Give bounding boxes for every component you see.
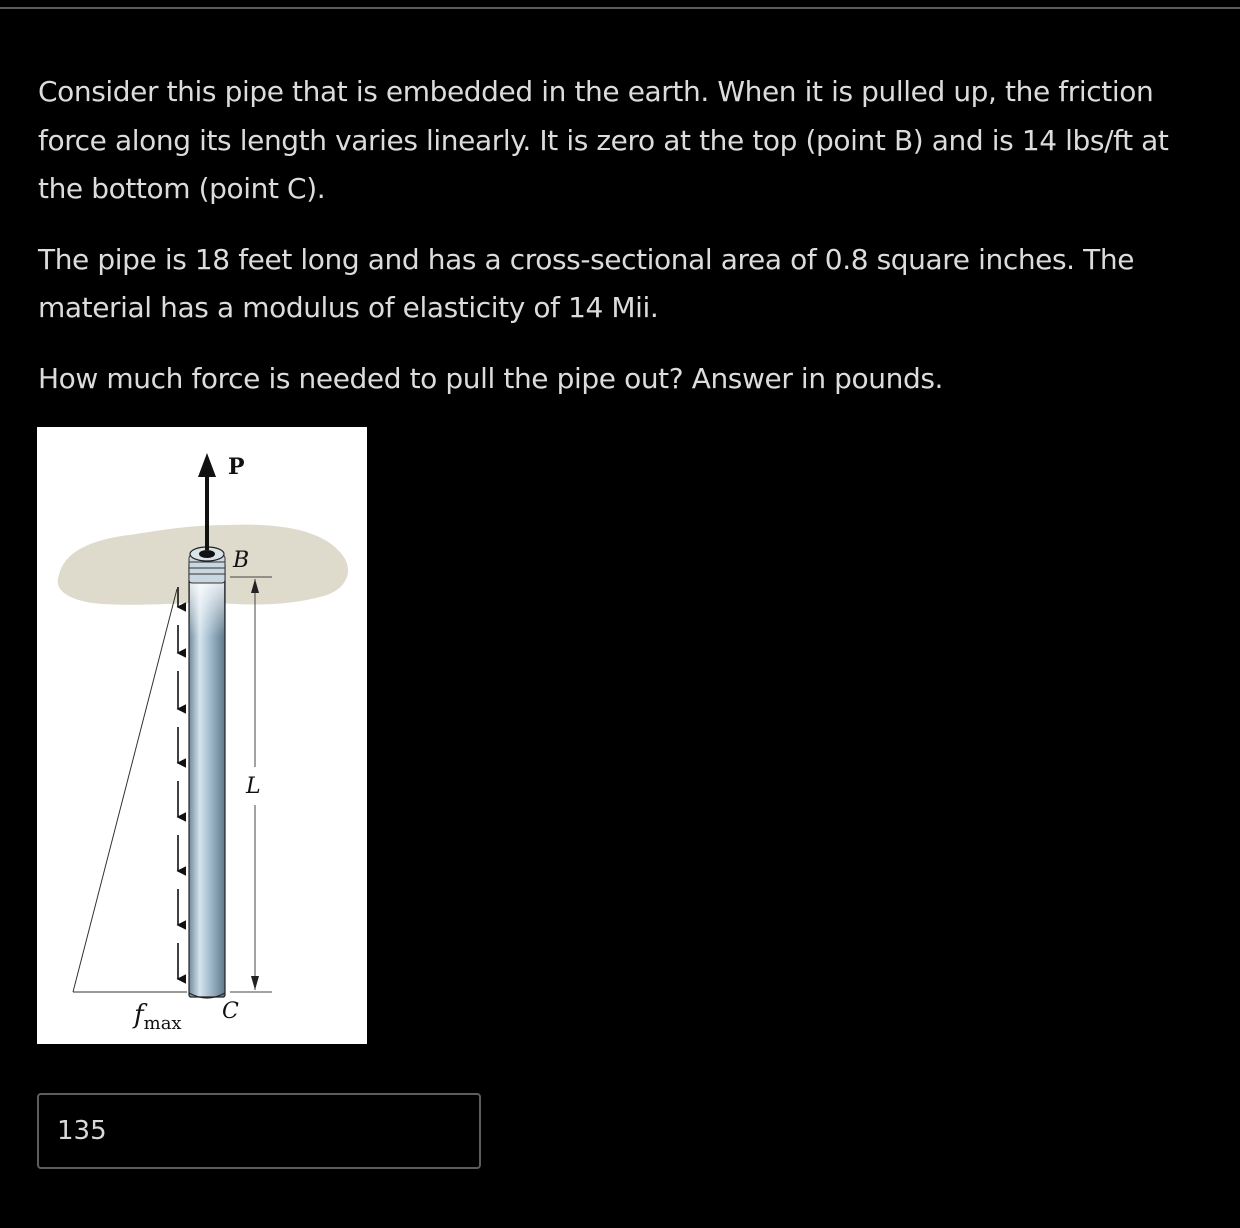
- question-paragraph-3: How much force is needed to pull the pipe out? Answer in pounds.: [38, 361, 944, 395]
- force-arrow-head: [198, 453, 216, 477]
- pipe-top-highlight: [190, 577, 224, 637]
- label-p: P: [228, 454, 245, 480]
- label-fmax: [132, 1000, 182, 1034]
- label-b: B: [233, 548, 250, 573]
- question-text: [38, 68, 1208, 403]
- question-paragraph-2: The pipe is 18 feet long and has a cross-sectional area of 0.8 square inches. The material has a modulus of elasticity of 14 Mii.: [38, 242, 1135, 324]
- label-f: f: [134, 1000, 144, 1030]
- pipe-figure: [37, 427, 367, 1044]
- label-max: max: [143, 1013, 182, 1034]
- friction-distribution-edge: [73, 589, 177, 992]
- label-l: L: [246, 774, 261, 799]
- pipe-top-hole: [199, 550, 215, 558]
- dimension-arrow-bottom: [251, 976, 259, 990]
- answer-box[interactable]: [37, 1093, 481, 1169]
- answer-input[interactable]: [39, 1095, 479, 1167]
- top-divider: [0, 7, 1240, 9]
- pipe-diagram: [37, 427, 367, 1044]
- question-paragraph-1: Consider this pipe that is embedded in the earth. When it is pulled up, the friction force along its length varies linearly. It is zero at the top (point B) and is 14 lbs/ft at the bottom (point C).: [38, 75, 1169, 205]
- label-c: C: [222, 999, 239, 1024]
